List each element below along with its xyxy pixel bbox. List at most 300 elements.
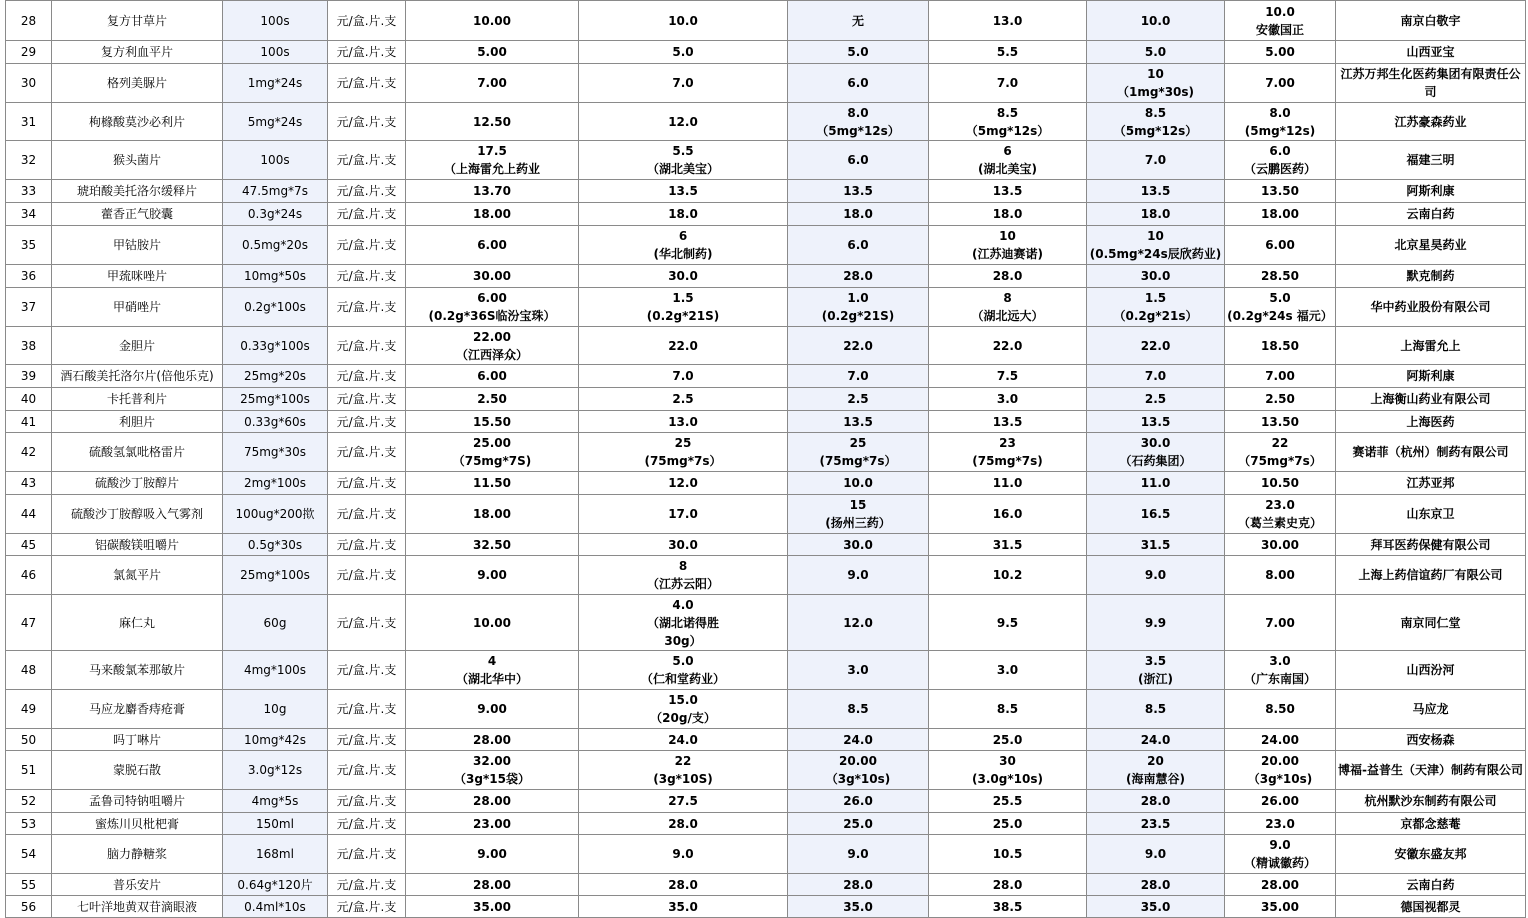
manufacturer-cell: 上海雷允上: [1336, 327, 1526, 365]
unit-cell: 元/盒.片.支: [328, 141, 406, 180]
row-number-cell: 29: [6, 41, 52, 64]
table-row: [6, 327, 1526, 365]
table-row: [6, 729, 1526, 751]
table-row: [6, 41, 1526, 64]
manufacturer-cell: 山东京卫: [1336, 495, 1526, 534]
price-1-cell: 32.00 （3g*15袋）: [406, 751, 579, 790]
table-row: [6, 411, 1526, 433]
table-row: [6, 651, 1526, 690]
price-5-cell: 13.5: [1087, 411, 1225, 433]
price-3-cell: 10.0: [788, 472, 929, 495]
row-number-cell: 33: [6, 180, 52, 203]
manufacturer-cell: 北京星昊药业: [1336, 226, 1526, 265]
drug-name-cell: 孟鲁司特钠咀嚼片: [52, 790, 223, 813]
row-number-cell: 42: [6, 433, 52, 472]
price-1-cell: 25.00 （75mg*7S): [406, 433, 579, 472]
price-1-cell: 4 （湖北华中）: [406, 651, 579, 690]
manufacturer-cell: 西安杨森: [1336, 729, 1526, 751]
price-3-cell: 25 (75mg*7s）: [788, 433, 929, 472]
table-row: [6, 203, 1526, 226]
price-4-cell: 30 (3.0g*10s): [929, 751, 1087, 790]
drug-name-cell: 猴头菌片: [52, 141, 223, 180]
specification-cell: 75mg*30s: [223, 433, 328, 472]
drug-name-cell: 卡托普利片: [52, 388, 223, 411]
price-1-cell: 28.00: [406, 874, 579, 896]
price-2-cell: 30.0: [579, 265, 788, 288]
price-4-cell: 28.0: [929, 874, 1087, 896]
unit-cell: 元/盒.片.支: [328, 203, 406, 226]
price-3-cell: 1.0 (0.2g*21S): [788, 288, 929, 327]
table-row: [6, 1, 1526, 41]
price-3-cell: 6.0: [788, 141, 929, 180]
price-3-cell: 28.0: [788, 874, 929, 896]
price-2-cell: 15.0 （20g/支）: [579, 690, 788, 729]
specification-cell: 0.33g*60s: [223, 411, 328, 433]
unit-cell: 元/盒.片.支: [328, 388, 406, 411]
table-row: [6, 835, 1526, 874]
price-1-cell: 32.50: [406, 534, 579, 556]
unit-cell: 元/盒.片.支: [328, 790, 406, 813]
drug-name-cell: 麻仁丸: [52, 595, 223, 651]
price-1-cell: 13.70: [406, 180, 579, 203]
price-1-cell: 18.00: [406, 495, 579, 534]
price-2-cell: 1.5 (0.2g*21S): [579, 288, 788, 327]
unit-cell: 元/盒.片.支: [328, 896, 406, 918]
row-number-cell: 53: [6, 813, 52, 835]
price-5-cell: 11.0: [1087, 472, 1225, 495]
price-3-cell: 12.0: [788, 595, 929, 651]
manufacturer-cell: 拜耳医药保健有限公司: [1336, 534, 1526, 556]
specification-cell: 25mg*100s: [223, 556, 328, 595]
manufacturer-cell: 安徽东盛友邦: [1336, 835, 1526, 874]
price-3-cell: 6.0: [788, 64, 929, 103]
price-4-cell: 3.0: [929, 651, 1087, 690]
price-3-cell: 15 (扬州三药）: [788, 495, 929, 534]
drug-name-cell: 蒙脱石散: [52, 751, 223, 790]
price-5-cell: 28.0: [1087, 790, 1225, 813]
drug-name-cell: 甲巯咪唑片: [52, 265, 223, 288]
table-row: [6, 103, 1526, 141]
drug-name-cell: 吗丁啉片: [52, 729, 223, 751]
price-2-cell: 4.0 （湖北诺得胜 30g）: [579, 595, 788, 651]
price-6-cell: 7.00: [1225, 365, 1336, 388]
manufacturer-cell: 江苏豪森药业: [1336, 103, 1526, 141]
row-number-cell: 47: [6, 595, 52, 651]
table-row: [6, 896, 1526, 918]
row-number-cell: 32: [6, 141, 52, 180]
price-4-cell: 8 （湖北远大）: [929, 288, 1087, 327]
price-2-cell: 13.0: [579, 411, 788, 433]
price-6-cell: 10.50: [1225, 472, 1336, 495]
price-6-cell: 18.50: [1225, 327, 1336, 365]
price-2-cell: 5.0: [579, 41, 788, 64]
price-3-cell: 18.0: [788, 203, 929, 226]
price-2-cell: 12.0: [579, 472, 788, 495]
price-1-cell: 10.00: [406, 595, 579, 651]
manufacturer-cell: 江苏万邦生化医药集团有限责任公司: [1336, 64, 1526, 103]
row-number-cell: 36: [6, 265, 52, 288]
price-1-cell: 9.00: [406, 835, 579, 874]
price-5-cell: 31.5: [1087, 534, 1225, 556]
unit-cell: 元/盒.片.支: [328, 265, 406, 288]
price-4-cell: 28.0: [929, 265, 1087, 288]
price-4-cell: 8.5 （5mg*12s）: [929, 103, 1087, 141]
row-number-cell: 35: [6, 226, 52, 265]
price-5-cell: 8.5 （5mg*12s）: [1087, 103, 1225, 141]
drug-name-cell: 硫酸氢氯吡格雷片: [52, 433, 223, 472]
price-6-cell: 35.00: [1225, 896, 1336, 918]
price-6-cell: 5.0 (0.2g*24s 福元）: [1225, 288, 1336, 327]
price-6-cell: 3.0 （广东南国）: [1225, 651, 1336, 690]
drug-name-cell: 复方利血平片: [52, 41, 223, 64]
specification-cell: 3.0g*12s: [223, 751, 328, 790]
price-4-cell: 13.5: [929, 180, 1087, 203]
price-2-cell: 24.0: [579, 729, 788, 751]
row-number-cell: 55: [6, 874, 52, 896]
price-2-cell: 17.0: [579, 495, 788, 534]
table-row: [6, 874, 1526, 896]
table-row: [6, 141, 1526, 180]
price-4-cell: 22.0: [929, 327, 1087, 365]
price-2-cell: 7.0: [579, 64, 788, 103]
unit-cell: 元/盒.片.支: [328, 472, 406, 495]
table-row: [6, 265, 1526, 288]
drug-name-cell: 甲硝唑片: [52, 288, 223, 327]
table-row: [6, 690, 1526, 729]
price-1-cell: 6.00: [406, 365, 579, 388]
specification-cell: 0.5mg*20s: [223, 226, 328, 265]
table-row: [6, 365, 1526, 388]
price-6-cell: 7.00: [1225, 595, 1336, 651]
drug-name-cell: 七叶洋地黄双苷滴眼液: [52, 896, 223, 918]
price-1-cell: 5.00: [406, 41, 579, 64]
unit-cell: 元/盒.片.支: [328, 327, 406, 365]
price-4-cell: 10 (江苏迪赛诺): [929, 226, 1087, 265]
price-2-cell: 13.5: [579, 180, 788, 203]
manufacturer-cell: 福建三明: [1336, 141, 1526, 180]
price-4-cell: 16.0: [929, 495, 1087, 534]
price-4-cell: 8.5: [929, 690, 1087, 729]
specification-cell: 60g: [223, 595, 328, 651]
manufacturer-cell: 阿斯利康: [1336, 365, 1526, 388]
price-3-cell: 26.0: [788, 790, 929, 813]
price-6-cell: 8.00: [1225, 556, 1336, 595]
price-3-cell: 2.5: [788, 388, 929, 411]
specification-cell: 0.64g*120片: [223, 874, 328, 896]
price-2-cell: 30.0: [579, 534, 788, 556]
price-3-cell: 3.0: [788, 651, 929, 690]
price-5-cell: 30.0: [1087, 265, 1225, 288]
price-5-cell: 2.5: [1087, 388, 1225, 411]
row-number-cell: 54: [6, 835, 52, 874]
specification-cell: 0.3g*24s: [223, 203, 328, 226]
price-6-cell: 2.50: [1225, 388, 1336, 411]
manufacturer-cell: 马应龙: [1336, 690, 1526, 729]
unit-cell: 元/盒.片.支: [328, 288, 406, 327]
unit-cell: 元/盒.片.支: [328, 1, 406, 41]
row-number-cell: 43: [6, 472, 52, 495]
price-6-cell: 6.0 （云鹏医药）: [1225, 141, 1336, 180]
unit-cell: 元/盒.片.支: [328, 411, 406, 433]
specification-cell: 100ug*200揿: [223, 495, 328, 534]
price-2-cell: 27.5: [579, 790, 788, 813]
price-4-cell: 10.2: [929, 556, 1087, 595]
drug-name-cell: 藿香正气胶囊: [52, 203, 223, 226]
price-6-cell: 10.0 安徽国正: [1225, 1, 1336, 41]
price-1-cell: 30.00: [406, 265, 579, 288]
drug-name-cell: 复方甘草片: [52, 1, 223, 41]
row-number-cell: 41: [6, 411, 52, 433]
price-3-cell: 9.0: [788, 556, 929, 595]
table-row: [6, 790, 1526, 813]
specification-cell: 10mg*42s: [223, 729, 328, 751]
price-2-cell: 28.0: [579, 813, 788, 835]
unit-cell: 元/盒.片.支: [328, 556, 406, 595]
specification-cell: 0.2g*100s: [223, 288, 328, 327]
manufacturer-cell: 南京同仁堂: [1336, 595, 1526, 651]
table-row: [6, 226, 1526, 265]
price-2-cell: 6 (华北制药): [579, 226, 788, 265]
manufacturer-cell: 京都念慈菴: [1336, 813, 1526, 835]
price-3-cell: 13.5: [788, 411, 929, 433]
drug-name-cell: 利胆片: [52, 411, 223, 433]
price-3-cell: 13.5: [788, 180, 929, 203]
unit-cell: 元/盒.片.支: [328, 226, 406, 265]
price-4-cell: 11.0: [929, 472, 1087, 495]
price-5-cell: 35.0: [1087, 896, 1225, 918]
unit-cell: 元/盒.片.支: [328, 495, 406, 534]
price-5-cell: 20 (海南慧谷): [1087, 751, 1225, 790]
manufacturer-cell: 杭州默沙东制药有限公司: [1336, 790, 1526, 813]
price-3-cell: 5.0: [788, 41, 929, 64]
price-6-cell: 7.00: [1225, 64, 1336, 103]
price-2-cell: 7.0: [579, 365, 788, 388]
row-number-cell: 49: [6, 690, 52, 729]
price-6-cell: 6.00: [1225, 226, 1336, 265]
drug-name-cell: 硫酸沙丁胺醇片: [52, 472, 223, 495]
specification-cell: 100s: [223, 41, 328, 64]
specification-cell: 4mg*5s: [223, 790, 328, 813]
price-5-cell: 16.5: [1087, 495, 1225, 534]
row-number-cell: 50: [6, 729, 52, 751]
price-4-cell: 18.0: [929, 203, 1087, 226]
price-3-cell: 22.0: [788, 327, 929, 365]
row-number-cell: 46: [6, 556, 52, 595]
manufacturer-cell: 博福-益普生（天津）制药有限公司: [1336, 751, 1526, 790]
price-5-cell: 5.0: [1087, 41, 1225, 64]
manufacturer-cell: 上海上药信谊药厂有限公司: [1336, 556, 1526, 595]
drug-name-cell: 甲钴胺片: [52, 226, 223, 265]
price-3-cell: 30.0: [788, 534, 929, 556]
price-1-cell: 18.00: [406, 203, 579, 226]
table-row: [6, 64, 1526, 103]
drug-name-cell: 琥珀酸美托洛尔缓释片: [52, 180, 223, 203]
price-4-cell: 3.0: [929, 388, 1087, 411]
specification-cell: 5mg*24s: [223, 103, 328, 141]
price-5-cell: 9.0: [1087, 556, 1225, 595]
price-2-cell: 2.5: [579, 388, 788, 411]
table-row: [6, 595, 1526, 651]
price-2-cell: 22.0: [579, 327, 788, 365]
price-5-cell: 30.0 （石药集团）: [1087, 433, 1225, 472]
table-row: [6, 472, 1526, 495]
price-1-cell: 6.00: [406, 226, 579, 265]
drug-name-cell: 金胆片: [52, 327, 223, 365]
price-4-cell: 7.5: [929, 365, 1087, 388]
price-6-cell: 26.00: [1225, 790, 1336, 813]
price-2-cell: 12.0: [579, 103, 788, 141]
price-5-cell: 7.0: [1087, 141, 1225, 180]
price-2-cell: 25 (75mg*7s）: [579, 433, 788, 472]
price-1-cell: 15.50: [406, 411, 579, 433]
specification-cell: 2mg*100s: [223, 472, 328, 495]
price-5-cell: 8.5: [1087, 690, 1225, 729]
price-6-cell: 23.0 （葛兰素史克）: [1225, 495, 1336, 534]
price-2-cell: 35.0: [579, 896, 788, 918]
table-row: [6, 433, 1526, 472]
manufacturer-cell: 云南白药: [1336, 203, 1526, 226]
price-6-cell: 9.0 （精诚徽药）: [1225, 835, 1336, 874]
price-3-cell: 8.0 （5mg*12s）: [788, 103, 929, 141]
price-4-cell: 25.0: [929, 813, 1087, 835]
unit-cell: 元/盒.片.支: [328, 651, 406, 690]
unit-cell: 元/盒.片.支: [328, 751, 406, 790]
specification-cell: 100s: [223, 1, 328, 41]
drug-name-cell: 格列美脲片: [52, 64, 223, 103]
price-3-cell: 9.0: [788, 835, 929, 874]
row-number-cell: 45: [6, 534, 52, 556]
price-3-cell: 28.0: [788, 265, 929, 288]
row-number-cell: 38: [6, 327, 52, 365]
drug-name-cell: 硫酸沙丁胺醇吸入气雾剂: [52, 495, 223, 534]
table-body: [6, 1, 1526, 918]
price-6-cell: 20.00 （3g*10s): [1225, 751, 1336, 790]
price-6-cell: 28.00: [1225, 874, 1336, 896]
price-1-cell: 28.00: [406, 790, 579, 813]
unit-cell: 元/盒.片.支: [328, 813, 406, 835]
price-4-cell: 6 (湖北美宝): [929, 141, 1087, 180]
price-4-cell: 25.0: [929, 729, 1087, 751]
table-row: [6, 180, 1526, 203]
price-6-cell: 8.0 (5mg*12s): [1225, 103, 1336, 141]
price-2-cell: 28.0: [579, 874, 788, 896]
specification-cell: 25mg*20s: [223, 365, 328, 388]
unit-cell: 元/盒.片.支: [328, 595, 406, 651]
price-3-cell: 6.0: [788, 226, 929, 265]
price-3-cell: 7.0: [788, 365, 929, 388]
row-number-cell: 37: [6, 288, 52, 327]
price-1-cell: 12.50: [406, 103, 579, 141]
price-4-cell: 25.5: [929, 790, 1087, 813]
specification-cell: 10mg*50s: [223, 265, 328, 288]
price-4-cell: 38.5: [929, 896, 1087, 918]
price-6-cell: 18.00: [1225, 203, 1336, 226]
price-4-cell: 23 (75mg*7s): [929, 433, 1087, 472]
price-2-cell: 5.0 （仁和堂药业）: [579, 651, 788, 690]
price-6-cell: 8.50: [1225, 690, 1336, 729]
row-number-cell: 51: [6, 751, 52, 790]
specification-cell: 4mg*100s: [223, 651, 328, 690]
unit-cell: 元/盒.片.支: [328, 365, 406, 388]
manufacturer-cell: 默克制药: [1336, 265, 1526, 288]
specification-cell: 10g: [223, 690, 328, 729]
drug-name-cell: 普乐安片: [52, 874, 223, 896]
price-2-cell: 22 (3g*10S): [579, 751, 788, 790]
specification-cell: 100s: [223, 141, 328, 180]
price-4-cell: 7.0: [929, 64, 1087, 103]
price-1-cell: 28.00: [406, 729, 579, 751]
price-3-cell: 35.0: [788, 896, 929, 918]
price-5-cell: 9.9: [1087, 595, 1225, 651]
manufacturer-cell: 上海衡山药业有限公司: [1336, 388, 1526, 411]
row-number-cell: 44: [6, 495, 52, 534]
specification-cell: 0.5g*30s: [223, 534, 328, 556]
table-row: [6, 751, 1526, 790]
price-1-cell: 6.00 (0.2g*36S临汾宝珠）: [406, 288, 579, 327]
row-number-cell: 48: [6, 651, 52, 690]
drug-name-cell: 枸橼酸莫沙必利片: [52, 103, 223, 141]
row-number-cell: 52: [6, 790, 52, 813]
drug-name-cell: 马来酸氯苯那敏片: [52, 651, 223, 690]
specification-cell: 168ml: [223, 835, 328, 874]
price-3-cell: 无: [788, 1, 929, 41]
specification-cell: 1mg*24s: [223, 64, 328, 103]
price-5-cell: 3.5 (浙江): [1087, 651, 1225, 690]
price-1-cell: 7.00: [406, 64, 579, 103]
price-4-cell: 9.5: [929, 595, 1087, 651]
price-5-cell: 13.5: [1087, 180, 1225, 203]
manufacturer-cell: 德国视都灵: [1336, 896, 1526, 918]
price-6-cell: 28.50: [1225, 265, 1336, 288]
price-5-cell: 24.0: [1087, 729, 1225, 751]
drug-price-table: [5, 0, 1526, 918]
price-4-cell: 13.5: [929, 411, 1087, 433]
price-4-cell: 5.5: [929, 41, 1087, 64]
price-3-cell: 25.0: [788, 813, 929, 835]
price-6-cell: 30.00: [1225, 534, 1336, 556]
price-1-cell: 2.50: [406, 388, 579, 411]
specification-cell: 25mg*100s: [223, 388, 328, 411]
price-6-cell: 5.00: [1225, 41, 1336, 64]
row-number-cell: 39: [6, 365, 52, 388]
price-6-cell: 23.0: [1225, 813, 1336, 835]
manufacturer-cell: 南京白敬宇: [1336, 1, 1526, 41]
table-row: [6, 813, 1526, 835]
manufacturer-cell: 华中药业股份有限公司: [1336, 288, 1526, 327]
price-5-cell: 9.0: [1087, 835, 1225, 874]
drug-name-cell: 氯氮平片: [52, 556, 223, 595]
price-5-cell: 10.0: [1087, 1, 1225, 41]
price-2-cell: 5.5 （湖北美宝）: [579, 141, 788, 180]
price-2-cell: 18.0: [579, 203, 788, 226]
price-4-cell: 13.0: [929, 1, 1087, 41]
price-1-cell: 35.00: [406, 896, 579, 918]
unit-cell: 元/盒.片.支: [328, 835, 406, 874]
row-number-cell: 56: [6, 896, 52, 918]
manufacturer-cell: 山西汾河: [1336, 651, 1526, 690]
unit-cell: 元/盒.片.支: [328, 874, 406, 896]
price-4-cell: 31.5: [929, 534, 1087, 556]
row-number-cell: 28: [6, 1, 52, 41]
manufacturer-cell: 上海医药: [1336, 411, 1526, 433]
drug-name-cell: 酒石酸美托洛尔片(倍他乐克): [52, 365, 223, 388]
unit-cell: 元/盒.片.支: [328, 64, 406, 103]
specification-cell: 47.5mg*7s: [223, 180, 328, 203]
drug-name-cell: 铝碳酸镁咀嚼片: [52, 534, 223, 556]
unit-cell: 元/盒.片.支: [328, 103, 406, 141]
price-1-cell: 23.00: [406, 813, 579, 835]
row-number-cell: 40: [6, 388, 52, 411]
